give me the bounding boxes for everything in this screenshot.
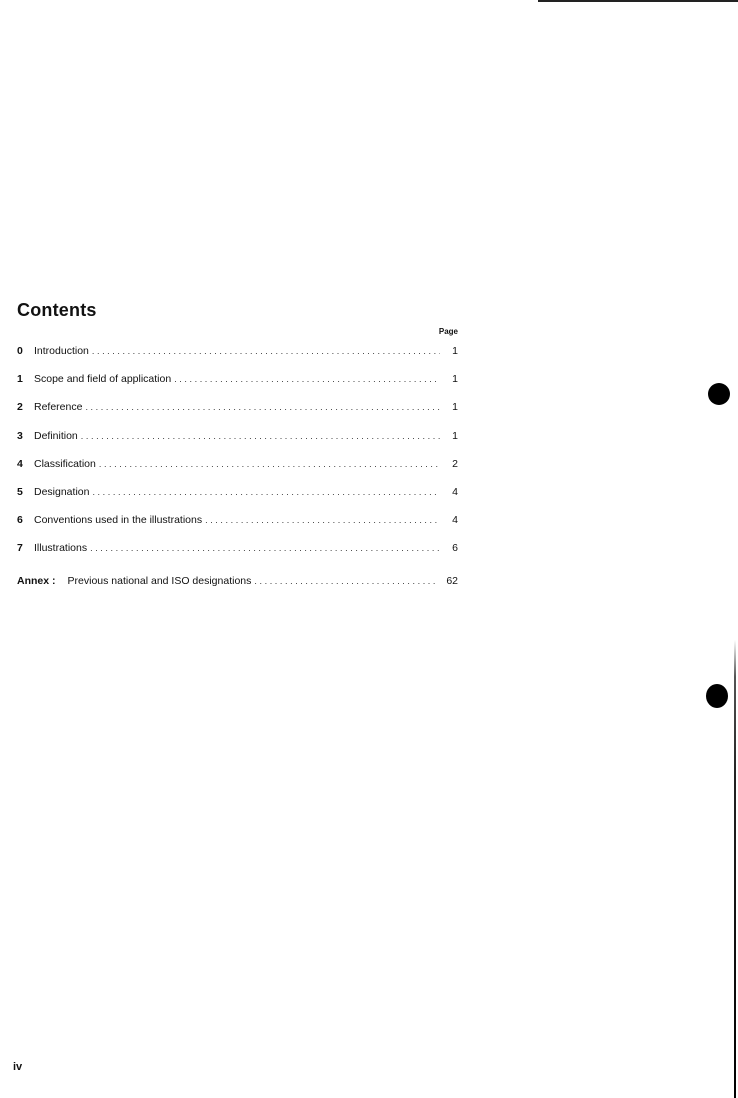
page-column-label: Page [438,327,458,336]
toc-entry-designation[interactable] [17,486,458,514]
toc-entry-number: 2 [17,401,23,414]
toc-entry-page: 6 [452,542,458,555]
toc-entry-title: Illustrations [34,542,88,555]
dot-leader [254,576,438,586]
toc-entry-title: Scope and field of application [34,373,172,386]
toc-entry-number: 4 [17,457,23,470]
toc-entry-introduction[interactable] [17,345,458,373]
dot-leader [205,515,440,525]
toc-entry-number: 6 [17,514,23,527]
page-title: Contents [17,300,97,320]
toc-entry-title: Definition [34,429,78,442]
scan-edge-top [538,0,738,2]
toc-entry-title: Designation [34,485,90,498]
toc-entry-page: 62 [446,574,458,587]
toc-entry-title: Conventions used in the illustrations [34,514,203,527]
dot-leader [92,346,440,356]
toc-entry-title: Introduction [34,345,89,357]
page-number: iv [13,1061,23,1073]
toc-entry-page: 1 [452,345,458,357]
toc-entry-title: Reference [34,401,83,414]
dot-leader [92,487,440,497]
toc-entry-number: 0 [17,345,23,357]
toc-entry-number: 7 [17,542,23,555]
toc-entry-number: 1 [17,373,23,386]
dot-leader [99,459,440,469]
toc-entry-title: Previous national and ISO designations [67,574,252,587]
punch-hole-lower [706,684,728,708]
toc-entry-classification[interactable] [17,458,458,486]
dot-leader [174,374,440,384]
toc-entry-number: 5 [17,485,23,498]
toc-entry-page: 4 [452,485,458,498]
toc-entry-conventions[interactable] [17,514,458,542]
toc-entry-annex[interactable] [17,575,458,603]
dot-leader [85,402,440,412]
toc-entry-page: 1 [452,429,458,442]
toc-entry-page: 1 [452,401,458,414]
toc-entry-number: 3 [17,429,23,442]
toc-entry-title: Classification [34,457,96,470]
toc-entry-scope[interactable] [17,373,458,401]
table-of-contents [17,345,458,603]
dot-leader [81,431,440,441]
toc-entry-reference[interactable] [17,401,458,429]
toc-entry-illustrations[interactable] [17,542,458,570]
toc-entry-definition[interactable] [17,430,458,458]
dot-leader [90,543,440,553]
scan-edge-right [734,640,736,1098]
toc-entry-page: 1 [452,373,458,386]
annex-label: Annex : [17,574,56,587]
toc-entry-page: 2 [452,457,458,470]
toc-entry-page: 4 [452,514,458,527]
punch-hole-upper [708,383,730,405]
